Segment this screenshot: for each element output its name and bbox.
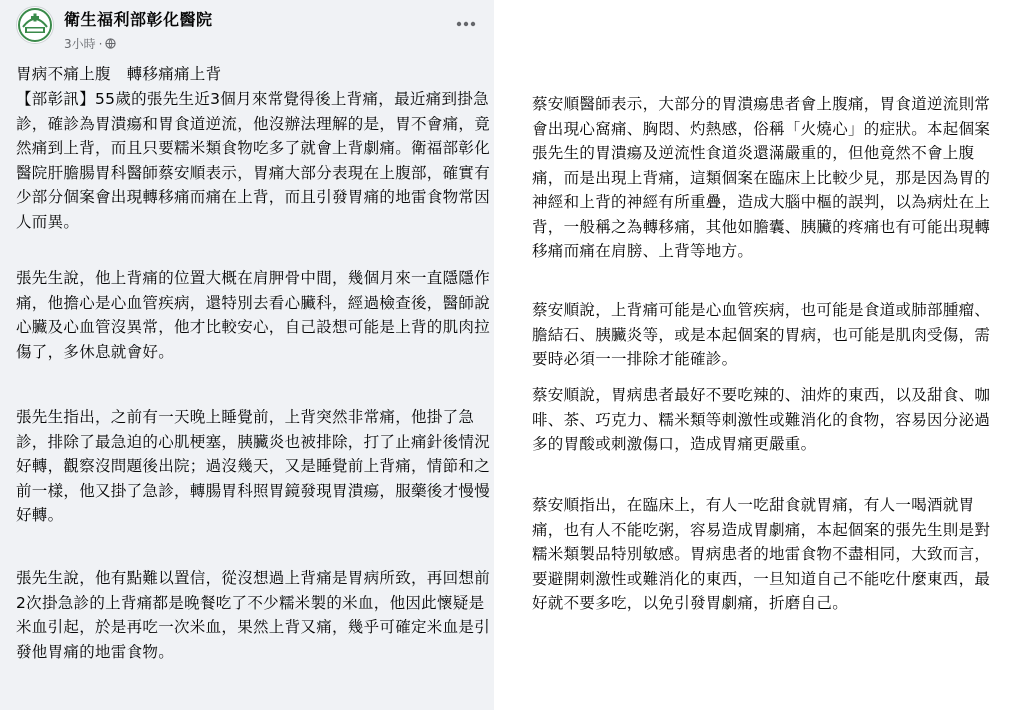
post-paragraph: 張先生說，他上背痛的位置大概在肩胛骨中間，幾個月來一直隱隱作痛，他擔心是心血管疾病，還特別去看心臟科，經過檢查後，醫師說心臟及心血管沒異常，他才比較安心，自己設想可能是上背的肌肉拉傷了，多休息就會好。: [16, 269, 491, 361]
post-header: [0, 0, 494, 56]
post-paragraph: 蔡安順說，上背痛可能是心血管疾病，也可能是食道或肺部腫瘤、膽結石、胰臟炎等，或是本起個案的胃病，也可能是肌肉受傷，需要時必須一一排除才能確診。: [532, 301, 991, 368]
hospital-logo-icon: [17, 7, 53, 43]
post-headline: 胃病不痛上腹 轉移痛痛上背: [16, 65, 222, 83]
post-right-column: [524, 0, 1014, 710]
meta-separator: ·: [98, 36, 103, 51]
globe-icon: [105, 38, 116, 49]
more-options-icon: [456, 21, 476, 27]
post-paragraph: 張先生指出，之前有一天晚上睡覺前，上背突然非常痛，他掛了急診，排除了最急迫的心肌梗塞，胰臟炎也被排除，打了止痛針後情況好轉，觀察沒問題後出院；過沒幾天，又是睡覺前上背痛，情節和之前一樣，他又掛了急診，轉腸胃科照胃鏡發現胃潰瘍，服藥後才慢慢好轉。: [16, 408, 491, 524]
post-time[interactable]: 3小時: [64, 37, 96, 51]
post-meta: [64, 35, 116, 52]
post-paragraph: 蔡安順說，胃病患者最好不要吃辣的、油炸的東西，以及甜食、咖啡、茶、巧克力、糯米類等刺激性或難消化的食物，容易因分泌過多的胃酸或刺激傷口，造成胃痛更嚴重。: [532, 386, 991, 453]
post-paragraph: 蔡安順指出，在臨床上，有人一吃甜食就胃痛，有人一喝酒就胃痛，也有人不能吃粥，容易造成胃劇痛，本起個案的張先生則是對糯米類製品特別敏感。胃病患者的地雷食物不盡相同，大致而言，要避開刺激性或難消化的東西，一旦知道自己不能吃什麼東西，最好就不要多吃，以免引發胃劇痛，折磨自己。: [532, 496, 991, 612]
avatar[interactable]: [16, 6, 54, 44]
page-name[interactable]: 衛生福利部彰化醫院: [64, 10, 213, 29]
more-options-button[interactable]: [454, 12, 478, 36]
post-paragraph: 【部彰訊】55歲的張先生近3個月來常覺得後上背痛，最近痛到掛急診，確診為胃潰瘍和胃食道逆流，他沒辦法理解的是，胃不會痛，竟然痛到上背，而且只要糯米類食物吃多了就會上背劇痛。衛福部彰化醫院肝膽腸胃科醫師蔡安順表示，胃痛大部分表現在上腹部，確實有少部分個案會出現轉移痛而痛在上背，而且引發胃痛的地雷食物常因人而異。: [16, 90, 491, 231]
post-left-column: [0, 0, 494, 710]
post-paragraph: 張先生說，他有點難以置信，從沒想過上背痛是胃病所致，再回想前2次掛急診的上背痛都是晚餐吃了不少糯米製的米血，他因此懷疑是米血引起，於是再吃一次米血，果然上背又痛，幾乎可確定米血是引發他胃痛的地雷食物。: [16, 569, 491, 661]
post-paragraph: 蔡安順醫師表示，大部分的胃潰瘍患者會上腹痛，胃食道逆流則常會出現心窩痛、胸悶、灼熱感，俗稱「火燒心」的症狀。本起個案張先生的胃潰瘍及逆流性食道炎還滿嚴重的，但他竟然不會上腹痛，而是出現上背痛，這類個案在臨床上比較少見，那是因為胃的神經和上背的神經有所重疊，造成大腦中樞的誤判，以為病灶在上背，一般稱之為轉移痛，其他如膽囊、胰臟的疼痛也有可能出現轉移痛而痛在肩膀、上背等地方。: [532, 95, 991, 260]
